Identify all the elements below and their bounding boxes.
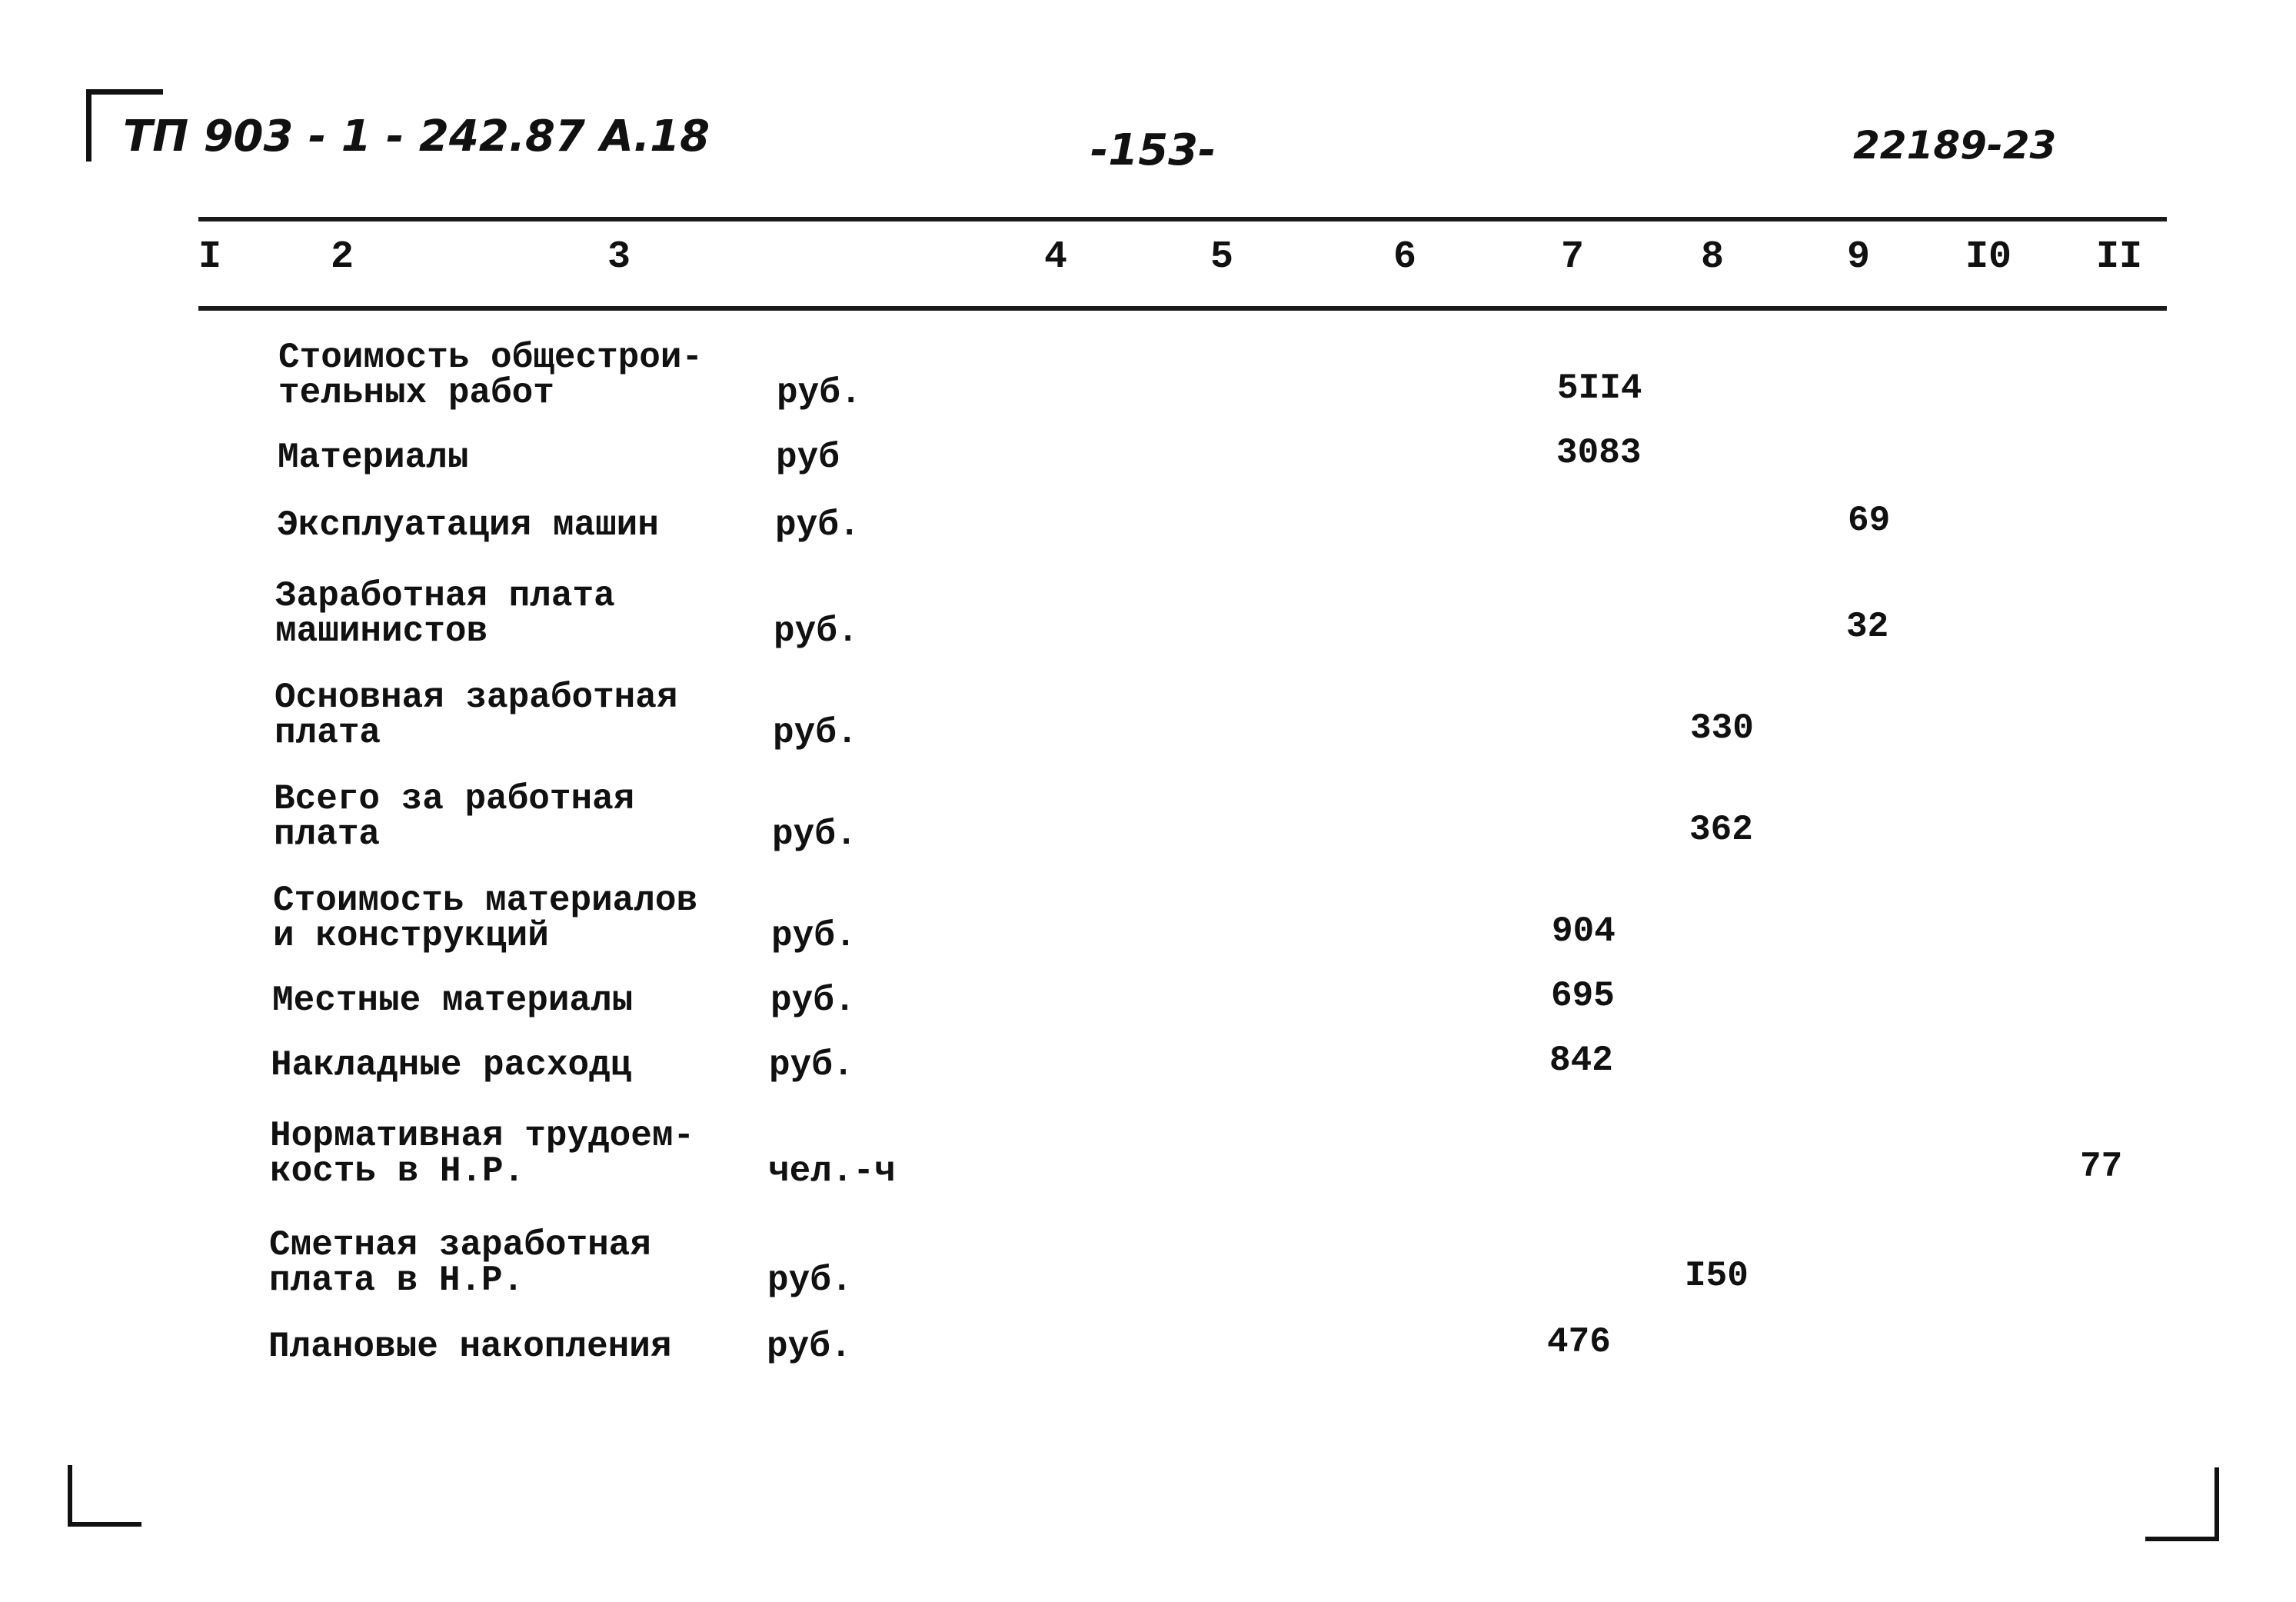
row-unit: руб. — [767, 1327, 852, 1367]
document-id: 22189-23 — [1853, 123, 2057, 168]
column-number-4: 4 — [1044, 235, 1068, 279]
row-unit: руб. — [770, 981, 856, 1021]
corner-mark-bottom-left-horizontal — [68, 1522, 141, 1527]
row-value-col-7: 842 — [1549, 1041, 1613, 1081]
corner-mark-top-left-horizontal — [86, 89, 163, 95]
row-unit: руб. — [775, 505, 860, 545]
row-label-line: Сметная заработная — [269, 1225, 651, 1265]
row-value-col-8: 362 — [1689, 810, 1753, 850]
column-number-11: II — [2096, 235, 2143, 279]
table-top-rule — [198, 217, 2167, 221]
row-value-col-8: I50 — [1685, 1256, 1749, 1296]
row-value-col-9: 32 — [1846, 607, 1889, 647]
row-label-line: Стоимость общестрои- — [278, 338, 704, 378]
row-label-line: Всего за работная — [274, 779, 635, 819]
corner-mark-bottom-left-vertical — [68, 1465, 72, 1527]
row-label-line: Эксплуатация машин — [277, 505, 659, 545]
row-value-col-7: 3083 — [1556, 433, 1642, 473]
row-label-line: Накладные расходц — [271, 1045, 632, 1085]
row-value-col-7: 5II4 — [1557, 368, 1642, 408]
row-label-line: Плановые накопления — [268, 1327, 672, 1367]
column-number-9: 9 — [1847, 235, 1871, 279]
column-number-1: I — [198, 235, 222, 279]
row-label-line: и конструкций — [273, 916, 549, 956]
row-label-line: Заработная плата — [275, 576, 615, 616]
column-number-6: 6 — [1393, 235, 1417, 279]
row-label-line: плата — [275, 713, 381, 753]
row-unit: руб. — [769, 1045, 854, 1085]
row-value-col-7: 695 — [1551, 976, 1615, 1016]
row-label-line: Материалы — [278, 438, 469, 478]
row-label-line: Местные материалы — [272, 981, 634, 1021]
row-value-col-7: 904 — [1552, 911, 1616, 951]
column-number-7: 7 — [1561, 235, 1585, 279]
row-value-col-8: 330 — [1690, 708, 1754, 748]
row-value-col-II: 77 — [2080, 1147, 2123, 1187]
column-number-2: 2 — [331, 235, 354, 279]
column-number-10: I0 — [1965, 235, 2012, 279]
column-number-5: 5 — [1210, 235, 1234, 279]
row-label-line: машинистов — [275, 611, 488, 651]
row-label-line: плата — [274, 814, 381, 854]
row-unit: руб. — [771, 916, 857, 956]
row-value-col-7: 476 — [1547, 1322, 1611, 1362]
column-number-3: 3 — [607, 235, 631, 279]
row-label-line: кость в Н.Р. — [270, 1151, 525, 1191]
column-number-8: 8 — [1701, 235, 1725, 279]
table-header-rule — [198, 306, 2167, 311]
corner-mark-top-left-vertical — [86, 91, 92, 162]
row-unit: руб. — [773, 713, 858, 753]
row-unit: руб — [776, 438, 840, 478]
row-unit: руб. — [772, 814, 857, 854]
corner-mark-bottom-right-horizontal — [2145, 1537, 2219, 1541]
row-label-line: Нормативная трудоем- — [270, 1116, 695, 1156]
row-label-line: Стоимость материалов — [273, 881, 698, 921]
corner-mark-bottom-right-vertical — [2214, 1467, 2219, 1541]
row-value-col-9: 69 — [1848, 501, 1891, 541]
row-label-line: Основная заработная — [275, 678, 678, 718]
row-unit: чел.-ч — [768, 1151, 896, 1191]
row-unit: руб. — [774, 611, 859, 651]
document-code: ТП 903 - 1 - 242.87 А.18 — [123, 112, 710, 162]
row-label-line: тельных работ — [278, 373, 554, 413]
row-unit: руб. — [777, 373, 862, 413]
page-number: -153- — [1090, 125, 1216, 175]
row-label-line: плата в Н.Р. — [269, 1261, 524, 1301]
row-unit: руб. — [767, 1261, 853, 1301]
